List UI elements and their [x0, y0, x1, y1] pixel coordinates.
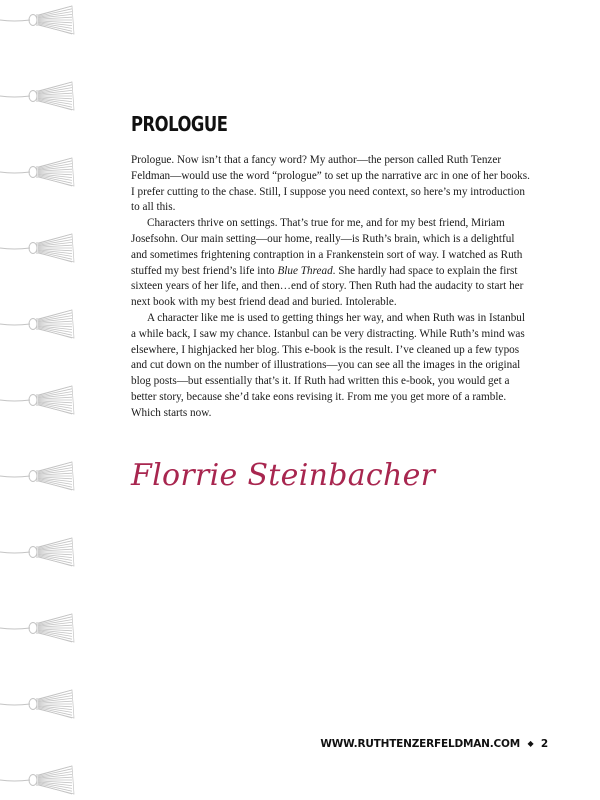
page-number: 2 [540, 738, 548, 750]
prologue-body [131, 153, 531, 422]
website-link[interactable]: WWW.RUTHTENZERFELDMAN.COM [320, 738, 520, 750]
paragraph [131, 311, 531, 422]
paragraph-text: A character like me is used to getting things her way, and when Ruth was in Istanbul a while back, I saw my chance. Istanbul can be very distracting. While Ruth’s mind was elsewhere, I highjacked her blog. This e-book is the result. I’ve cleaned up a few typos and cut down on the number of illustrations—you can see all the images in the original blog posts—but essentially that’s it. If Ruth had written this e-book, you would get a better story, because she’d take eons revising it. From me you get more of a ramble. Which starts now. [131, 311, 526, 419]
paragraph [131, 216, 531, 311]
paragraph-text: Prologue. Now isn’t that a fancy word? My author—the person called Ruth Tenzer Feldman—would use the word “prologue” to set up the narrative arc in one of her books. I prefer cutting to the chase. Still, I suppose you need context, so here’s my introduction to all this. [131, 154, 530, 214]
book-title: Blue Thread [277, 264, 333, 277]
page-footer [320, 738, 548, 750]
tassel-icon [0, 687, 80, 721]
tassel-icon [0, 231, 80, 265]
tassel-icon [0, 79, 80, 113]
signature: Florrie Steinbacher [131, 458, 436, 493]
tassel-icon [0, 611, 80, 645]
tassel-icon [0, 3, 80, 37]
tassel-icon [0, 155, 80, 189]
tassel-icon [0, 459, 80, 493]
paragraph-text: Characters thrive on settings. That’s true for me, and for my best friend, Miriam Josefsohn. Our main setting—our home, really—is Ruth’s brain, which is a delightful and sometimes frightening contraption in a Frankenstein sort of way. I watched as Ruth stuffed my best friend’s life into [131, 217, 523, 277]
tassel-icon [0, 383, 80, 417]
diamond-separator-icon: ◆ [527, 739, 534, 748]
tassel-icon [0, 535, 80, 569]
paragraph [131, 153, 531, 216]
tassel-icon [0, 763, 80, 797]
tassel-border [0, 0, 80, 800]
page-title: PROLOGUE [131, 112, 228, 136]
tassel-icon [0, 307, 80, 341]
paragraph-text: . She hardly had space to explain the first sixteen years of her life, and then…end of story. Then Ruth had the audacity to start her next book with my best friend dead and buried. Intolerable. [131, 264, 524, 309]
